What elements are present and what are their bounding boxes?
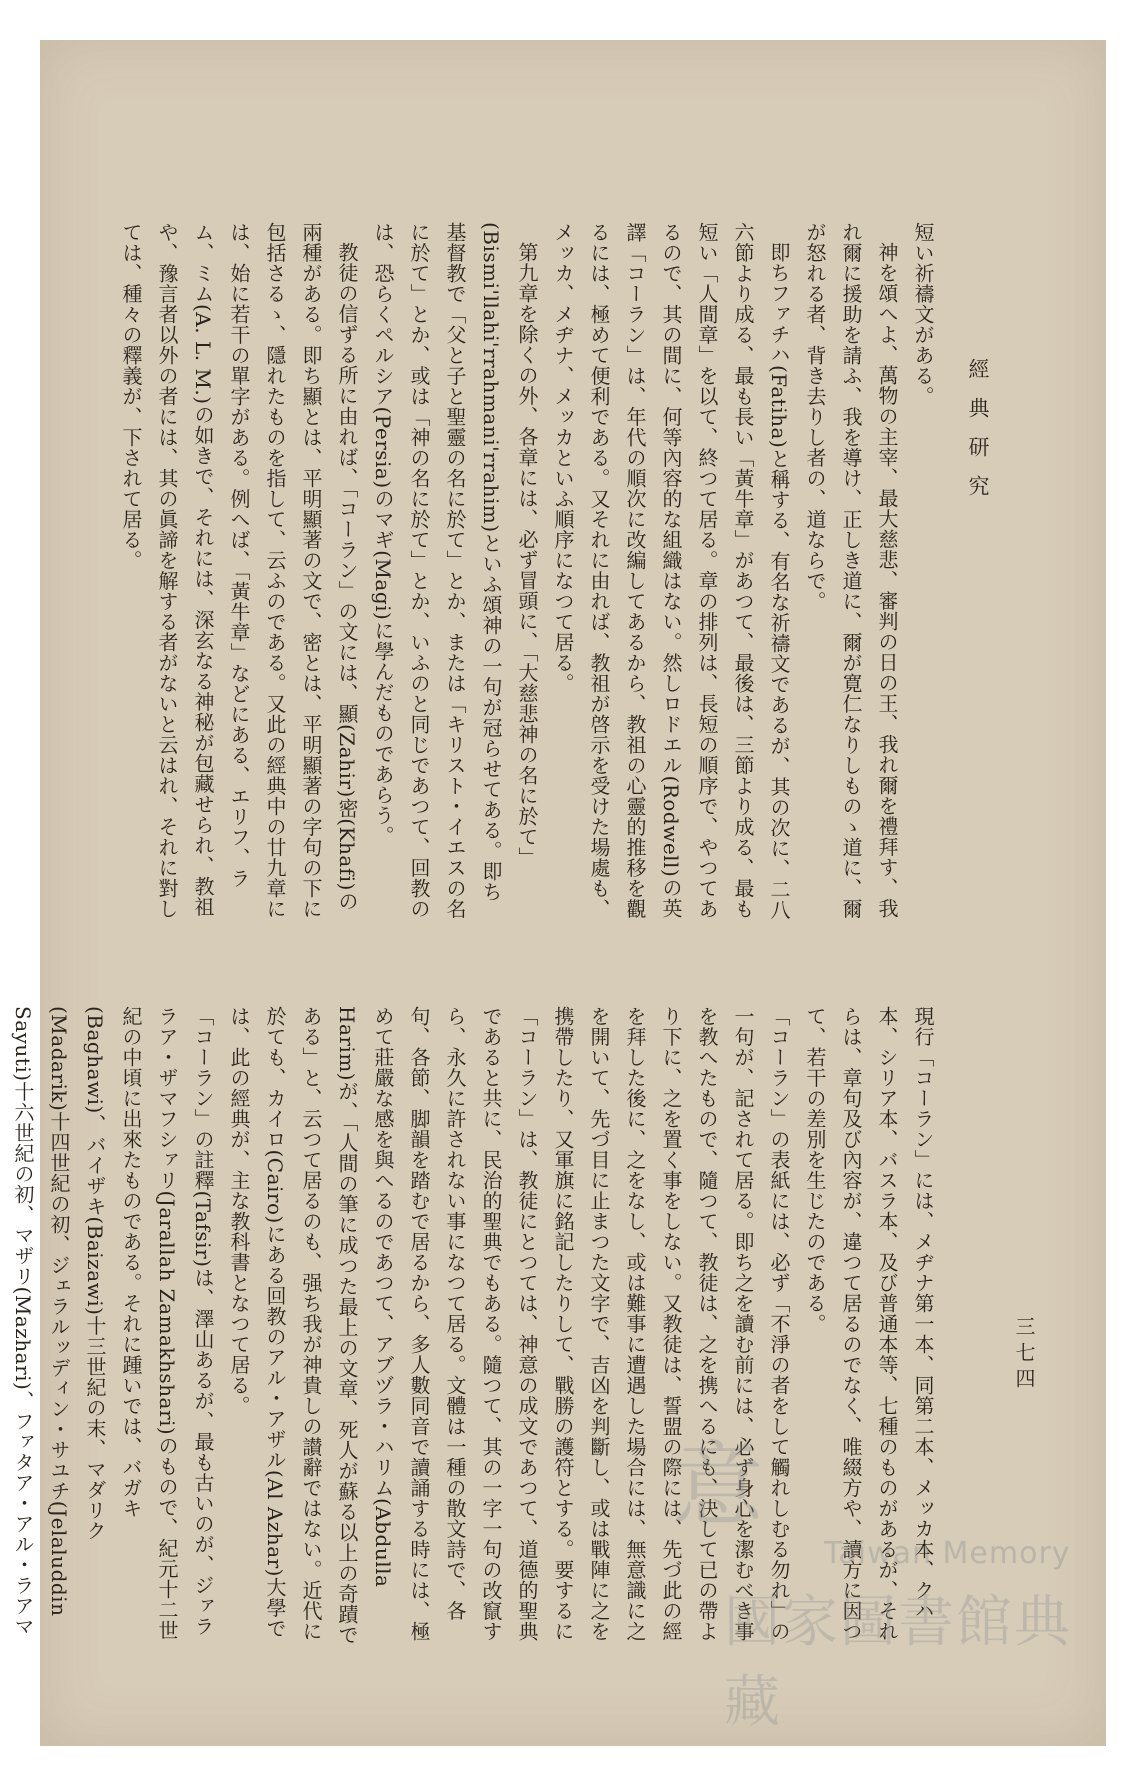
document-page [11,40,1106,1746]
paragraph: 現行「コーラン」には、メヂナ第一本、同第二本、メッカ本、クハ本、シリア本、バスラ本、及び普通本等、七種のものがあるが、それらは、章句及び內容が、違つて居るのでなく、唯綴方や、讀方に因つて、若干の差別を生じたのである。 [803,1006,935,1642]
paragraph: 教徒の信ずる所に由れば、「コーラン」の文には、顯(Zahir)密(Khafi)の兩種がある。即ち顯とは、平明顯著の文で、密とは、平明顯著の字句の下に包括さるゝ、隱れたものを指して、云ふのである。又此の經典中の廿九章には、始に若干の單字がある。例へば、「黃牛章」などにある、エリフ、ラム、ミム(A. L. M.)の如きで、それには、深玄なる神秘が包藏せられ、教祖や、豫言者以外の者には、其の眞諦を解する者がないと云はれ、それに對しては、種々の釋義が、下されて居る。 [119,222,359,919]
watermark-english-text: Taiwan Memory [824,1536,1071,1571]
page-number: 三七四 [1012,1316,1036,1394]
paragraph: 神を頌へよ、萬物の主宰、最大慈悲、審判の日の王、我れ爾を禮拜す、我れ爾に援助を請ふ、我を導け、正しき道に、爾が寛仁なりしものゝ道に、爾が怒れる者、背き去りし者の、道ならで。 [803,222,899,919]
paragraph: 「コーラン」の註釋(Tafsir)は、澤山あるが、最も古いのが、ジァララア・ザマフシァリ(Jarallah Zamakhshari)のもので、紀元十二世紀の中頃に出來たものである。それに踵いでは、バガキ(Baghawi)、バイザキ(Baizawi)十三世紀の末、マダリク(Madarik)十四世紀の初、ジェラルッディン・サユチ(Jelaluddin Sayuti)十六世紀の初、マザリ(Mazhari)、ファタア・アル・ラアマ [11,1006,215,1641]
upper-text-block [106,222,941,922]
running-header: 經典研究 [966,358,990,514]
paragraph: 第九章を除くの外、各章には、必ず冒頭に、「大慈悲神の名に於て」(Bismi'llahi'rrahmani'rrahim)といふ頌神の一句が冠らせてある。即ち基督教で「父と子と聖靈の名に於て」とか、または「キリスト・イエスの名に於て」とか、或は「神の名に於て」とか、いふのと同じであつて、回教のは、恐らくペルシア(Persia)のマギ(Magi)に學んだものであらう。 [371,222,539,919]
watermark-subtitle-text: 國家圖書館典藏 [724,1590,1072,1735]
paragraph: 「コーラン」の表紙には、必ず「不淨の者をして觸れしむる勿れ」の一句が、記されて居る。即ち之を讀む前には、必ず身心を潔むべき事を教へたもので、隨つて、教徒は、之を携へるにも、決して已の帶より下に、之を置く事をしない。又教徒は、誓盟の際には、先づ此の經を拜した後に、之をなし、或は難事に遭遇した場合には、無意識に之を開いて、先づ目に止まつた文字で、吉凶を判斷し、或は戰陣に之を携帶したり、又軍旗に銘記したりして、戰勝の護符とする。要するに「コーラン」は、教徒にとつては、神意の成文であつて、道德的聖典であると共に、民治的聖典でもある。隨つて、其の一字一句の改竄すら、永久に許されない事になつて居る。文體は一種の散文詩で、各句、各節、脚韻を踏むで居るから、多人數同音で讀誦する時には、極めて莊嚴な感を與へるのであつて、アブヅラ・ハリム(Abdulla Harim)が、「人間の筆に成つた最上の文章、死人が蘇る以上の奇蹟である」と、云つて居るのも、强ち我が神貴しの讃辭ではない。近代に於ても、カイロ(Cairo)にある回教のアル・アザル(Al Azhar)大學では、此の經典が、主な教科書となつて居る。 [227,1006,791,1646]
paragraph: 即ちファチハ(Fatiha)と稱する、有名な祈禱文であるが、其の次に、二八六節より成る、最も長い「黃牛章」があつて、最後は、三節より成る、最も短い「人間章」を以て、終つて居る。章の排列は、長短の順序で、やつてあるので、其の間に、何等內容的な組織はない。然しロドエル(Rodwell)の英譯「コーラン」は、年代の順次に改編してあるから、教祖の心靈的推移を觀るには、極めて便利である。又それに由れば、教祖が啓示を受けた場處も、メッカ、メヂナ、メッカといふ順序になつて居る。 [551,222,791,920]
paragraph: 短い祈禱文がある。 [911,222,935,407]
lower-text-block [11,1006,941,1646]
watermark-logo-text: 意 [672,1432,769,1539]
